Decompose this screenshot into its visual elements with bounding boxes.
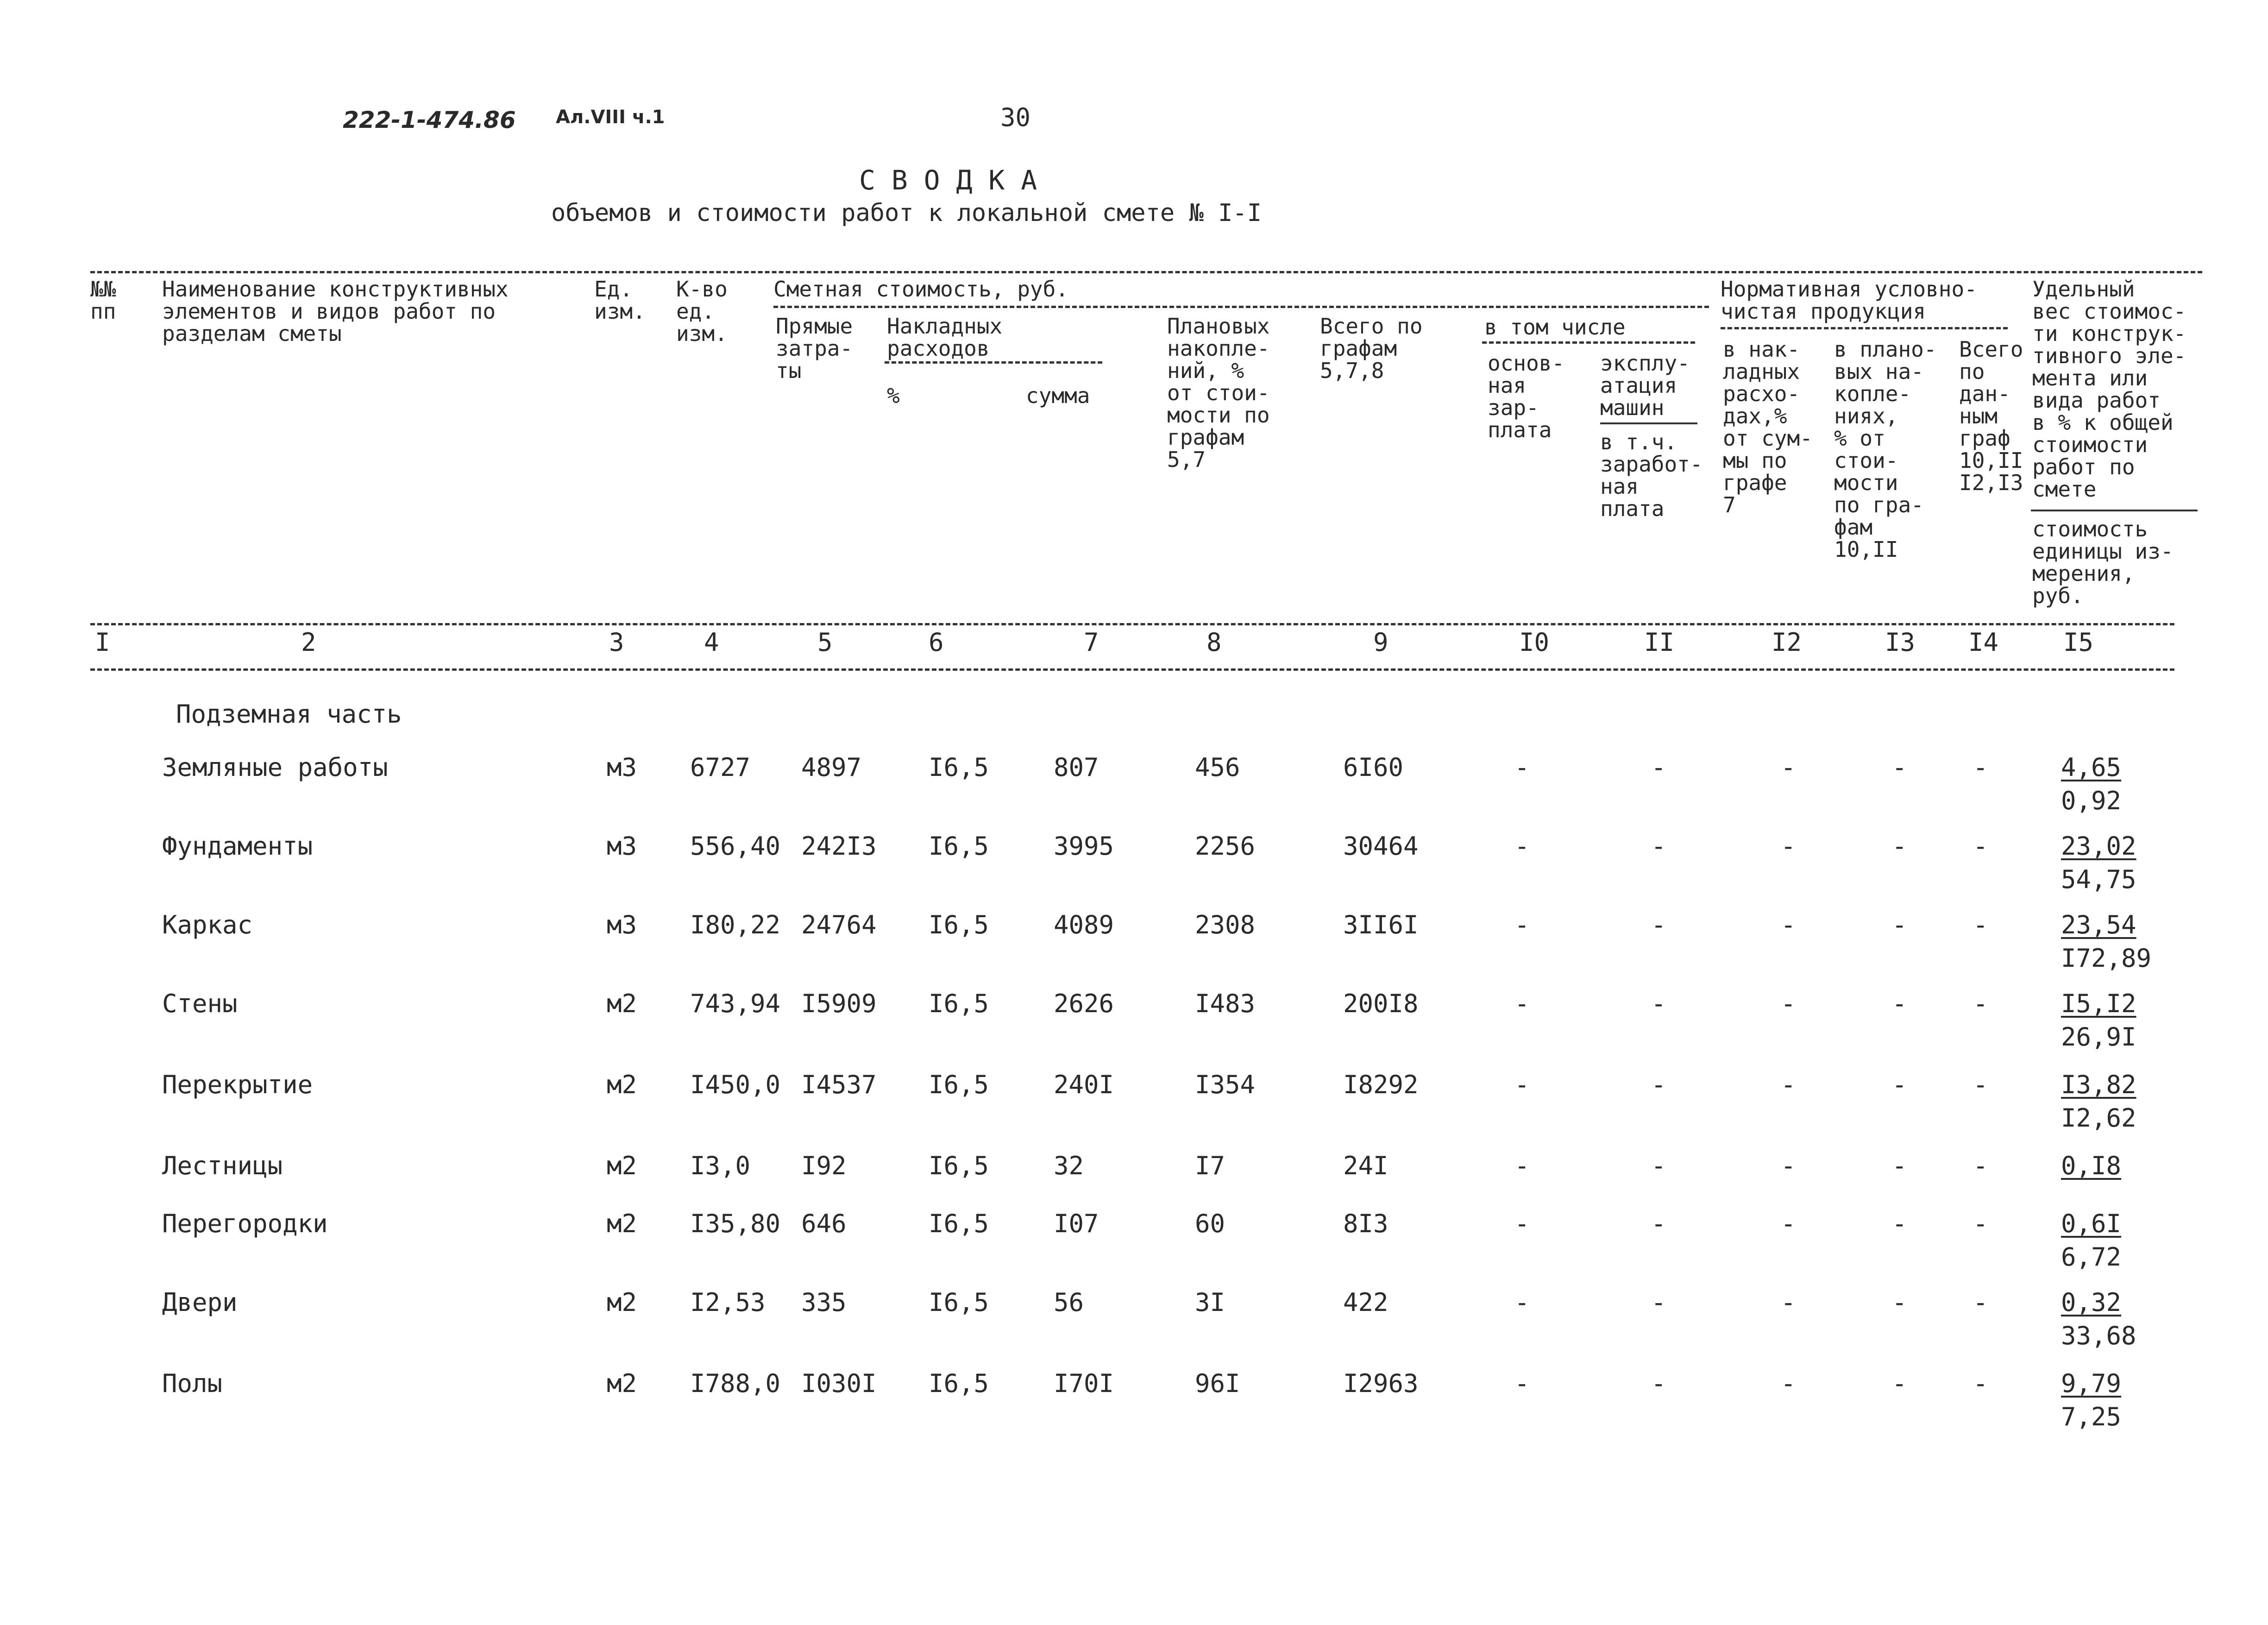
row-quantity: I80,22: [690, 910, 781, 939]
page-title: С В О Д К А: [859, 164, 1037, 196]
row-machine-operation: -: [1651, 753, 1666, 782]
row-share: 0,32: [2061, 1288, 2122, 1317]
row-direct-costs: 242I3: [801, 831, 877, 861]
row-quantity: I35,80: [690, 1209, 781, 1238]
column-number: 2: [301, 628, 316, 657]
row-planned-savings: 2256: [1195, 831, 1256, 861]
row-planned-savings: 60: [1195, 1209, 1225, 1238]
row-overhead-percent: I6,5: [929, 1369, 989, 1398]
row-direct-costs: I030I: [801, 1369, 877, 1398]
header-machine-salary: в т.ч. заработ- ная плата: [1600, 429, 1703, 521]
column-number: 7: [1084, 628, 1099, 657]
section-title: Подземная часть: [176, 699, 402, 729]
header-overhead-group: Накладных расходов: [887, 314, 1003, 361]
row-machine-operation: -: [1651, 1209, 1666, 1238]
row-norm-overhead: -: [1781, 989, 1796, 1018]
row-base-salary: -: [1514, 1288, 1530, 1317]
row-overhead-percent: I6,5: [929, 753, 989, 782]
row-unit-cost: 7,25: [2061, 1402, 2122, 1431]
column-number: II: [1644, 628, 1675, 657]
page-subtitle: объемов и стоимости работ к локальной смете № I-I: [551, 199, 1262, 227]
row-overhead-percent: I6,5: [929, 989, 989, 1018]
row-base-salary: -: [1514, 910, 1530, 939]
row-norm-total: -: [1973, 989, 1988, 1018]
row-norm-total: -: [1973, 753, 1988, 782]
row-share: 23,02: [2061, 831, 2136, 861]
row-overhead-sum: 3995: [1054, 831, 1114, 861]
row-planned-savings: I7: [1195, 1151, 1225, 1180]
row-machine-operation: -: [1651, 989, 1666, 1018]
row-unit: м2: [607, 1151, 637, 1180]
row-total: 422: [1343, 1288, 1388, 1317]
overhead-group-rule: [885, 361, 1102, 364]
header-bottom-rule: [90, 623, 2174, 625]
header-planned-savings: Плановых накопле- ний, % от стои- мости по графам 5,7: [1167, 314, 1270, 472]
row-direct-costs: I5909: [801, 989, 877, 1018]
row-overhead-sum: 807: [1054, 753, 1099, 782]
row-norm-overhead: -: [1781, 1151, 1796, 1180]
column-number: 4: [704, 628, 719, 657]
header-row-number: №№ пп: [90, 277, 116, 324]
row-norm-planned: -: [1892, 1288, 1907, 1317]
row-overhead-percent: I6,5: [929, 1288, 989, 1317]
row-share: 9,79: [2061, 1369, 2122, 1398]
row-norm-total: -: [1973, 1369, 1988, 1398]
column-number: 3: [609, 628, 624, 657]
row-norm-total: -: [1973, 910, 1988, 939]
header-name: Наименование конструктивных элементов и видов работ по разделам сметы: [162, 277, 509, 346]
row-overhead-sum: I07: [1054, 1209, 1099, 1238]
row-machine-operation: -: [1651, 1369, 1666, 1398]
header-unit-cost: стоимость единицы из- мерения, руб.: [2032, 516, 2174, 608]
row-norm-total: -: [1973, 1151, 1988, 1180]
cost-group-rule: [773, 306, 1709, 308]
row-norm-planned: -: [1892, 910, 1907, 939]
row-unit-cost: 54,75: [2061, 865, 2136, 894]
row-unit: м2: [607, 1209, 637, 1238]
row-norm-overhead: -: [1781, 831, 1796, 861]
row-overhead-sum: I70I: [1054, 1369, 1114, 1398]
row-norm-total: -: [1973, 831, 1988, 861]
row-name: Перегородки: [162, 1209, 328, 1238]
row-name: Земляные работы: [162, 753, 388, 782]
column-number: 5: [817, 628, 833, 657]
row-unit-cost: 26,9I: [2061, 1022, 2136, 1052]
header-share: Удельный вес стоимос- ти конструк- тивного эле- мента или вида работ в % к общей стоимости работ по смете: [2032, 277, 2186, 502]
row-overhead-percent: I6,5: [929, 910, 989, 939]
row-total: 24I: [1343, 1151, 1388, 1180]
row-unit: м3: [607, 831, 637, 861]
row-overhead-sum: 4089: [1054, 910, 1114, 939]
row-norm-planned: -: [1892, 753, 1907, 782]
column-number: I0: [1519, 628, 1550, 657]
album-reference: Ал.VIII ч.1: [556, 107, 665, 128]
header-overhead-sum: сумма: [1026, 383, 1090, 408]
row-norm-planned: -: [1892, 1209, 1907, 1238]
column-number: I: [95, 628, 110, 657]
row-name: Каркас: [162, 910, 253, 939]
machines-rule: [1600, 422, 1697, 424]
column-number: I2: [1772, 628, 1802, 657]
header-normative-group: Нормативная условно- чистая продукция: [1721, 277, 1977, 324]
row-share: 0,6I: [2061, 1209, 2122, 1238]
row-quantity: 556,40: [690, 831, 781, 861]
document-code: 222-1-474.86: [343, 107, 516, 133]
column-numbers-rule: [90, 668, 2174, 671]
row-planned-savings: 3I: [1195, 1288, 1225, 1317]
row-direct-costs: I92: [801, 1151, 847, 1180]
row-unit: м3: [607, 753, 637, 782]
row-norm-total: -: [1973, 1209, 1988, 1238]
header-norm-total: Всего по дан- ным граф 10,II I2,I3: [1959, 337, 2023, 495]
header-total: Всего по графам 5,7,8: [1320, 314, 1423, 383]
row-quantity: 6727: [690, 753, 751, 782]
row-norm-overhead: -: [1781, 1070, 1796, 1099]
row-planned-savings: I354: [1195, 1070, 1256, 1099]
row-base-salary: -: [1514, 1209, 1530, 1238]
row-base-salary: -: [1514, 1151, 1530, 1180]
row-unit: м2: [607, 1070, 637, 1099]
row-unit: м3: [607, 910, 637, 939]
header-base-salary: основ- ная зар- плата: [1488, 351, 1565, 442]
row-overhead-sum: 32: [1054, 1151, 1084, 1180]
row-planned-savings: 96I: [1195, 1369, 1240, 1398]
norm-group-rule: [1721, 327, 2008, 329]
row-overhead-sum: 56: [1054, 1288, 1084, 1317]
header-including-group: в том числе: [1484, 315, 1626, 340]
share-rule: [2031, 510, 2198, 511]
header-norm-overhead: в нак- ладных расхо- дах,% от сум- мы по графе 7: [1723, 337, 1813, 517]
row-total: 8I3: [1343, 1209, 1388, 1238]
row-machine-operation: -: [1651, 910, 1666, 939]
header-overhead-percent: %: [887, 383, 900, 408]
incl-group-rule: [1482, 341, 1695, 344]
row-base-salary: -: [1514, 989, 1530, 1018]
row-name: Фундаменты: [162, 831, 313, 861]
row-unit: м2: [607, 1369, 637, 1398]
row-share: 4,65: [2061, 753, 2122, 782]
row-planned-savings: I483: [1195, 989, 1256, 1018]
row-direct-costs: 24764: [801, 910, 877, 939]
row-norm-planned: -: [1892, 989, 1907, 1018]
row-base-salary: -: [1514, 753, 1530, 782]
header-quantity: К-во ед. изм.: [676, 277, 728, 346]
row-name: Стены: [162, 989, 238, 1018]
row-norm-overhead: -: [1781, 1288, 1796, 1317]
row-machine-operation: -: [1651, 1070, 1666, 1099]
row-planned-savings: 2308: [1195, 910, 1256, 939]
row-total: 6I60: [1343, 753, 1404, 782]
row-overhead-sum: 2626: [1054, 989, 1114, 1018]
page-number: 30: [1000, 103, 1031, 132]
row-norm-overhead: -: [1781, 753, 1796, 782]
row-name: Лестницы: [162, 1151, 283, 1180]
row-quantity: I2,53: [690, 1288, 766, 1317]
row-total: 3II6I: [1343, 910, 1419, 939]
row-unit: м2: [607, 1288, 637, 1317]
row-unit-cost: 6,72: [2061, 1242, 2122, 1272]
row-base-salary: -: [1514, 831, 1530, 861]
column-number: 8: [1206, 628, 1222, 657]
row-name: Двери: [162, 1288, 238, 1317]
row-share: I5,I2: [2061, 989, 2136, 1018]
row-overhead-percent: I6,5: [929, 1151, 989, 1180]
row-unit-cost: I72,89: [2061, 944, 2152, 973]
row-share: I3,82: [2061, 1070, 2136, 1099]
header-top-rule: [90, 271, 2202, 273]
row-direct-costs: I4537: [801, 1070, 877, 1099]
header-machine-operation: эксплу- атация машин: [1600, 351, 1690, 420]
row-overhead-percent: I6,5: [929, 1209, 989, 1238]
row-unit-cost: 0,92: [2061, 786, 2122, 815]
header-cost-group: Сметная стоимость, руб.: [773, 277, 1068, 302]
row-norm-overhead: -: [1781, 910, 1796, 939]
row-machine-operation: -: [1651, 1151, 1666, 1180]
column-number: 6: [929, 628, 944, 657]
row-unit-cost: 33,68: [2061, 1321, 2136, 1350]
row-quantity: I788,0: [690, 1369, 781, 1398]
row-norm-total: -: [1973, 1288, 1988, 1317]
row-machine-operation: -: [1651, 1288, 1666, 1317]
row-norm-planned: -: [1892, 1070, 1907, 1099]
row-machine-operation: -: [1651, 831, 1666, 861]
row-overhead-percent: I6,5: [929, 831, 989, 861]
row-quantity: I3,0: [690, 1151, 751, 1180]
row-name: Перекрытие: [162, 1070, 313, 1099]
row-direct-costs: 646: [801, 1209, 847, 1238]
row-total: I2963: [1343, 1369, 1419, 1398]
row-base-salary: -: [1514, 1369, 1530, 1398]
row-norm-planned: -: [1892, 1369, 1907, 1398]
row-norm-overhead: -: [1781, 1209, 1796, 1238]
row-planned-savings: 456: [1195, 753, 1240, 782]
row-quantity: I450,0: [690, 1070, 781, 1099]
row-name: Полы: [162, 1369, 223, 1398]
row-norm-planned: -: [1892, 1151, 1907, 1180]
header-direct-costs: Прямые затра- ты: [776, 314, 853, 383]
row-quantity: 743,94: [690, 989, 781, 1018]
row-unit: м2: [607, 989, 637, 1018]
row-overhead-percent: I6,5: [929, 1070, 989, 1099]
header-unit: Ед. изм.: [594, 277, 646, 324]
row-total: I8292: [1343, 1070, 1419, 1099]
row-norm-overhead: -: [1781, 1369, 1796, 1398]
row-norm-total: -: [1973, 1070, 1988, 1099]
row-share: 23,54: [2061, 910, 2136, 939]
row-unit-cost: I2,62: [2061, 1103, 2136, 1133]
row-direct-costs: 335: [801, 1288, 847, 1317]
row-total: 200I8: [1343, 989, 1419, 1018]
header-norm-planned: в плано- вых на- копле- ниях, % от стои- мости по гра- фам 10,II: [1834, 337, 1937, 562]
column-number: I4: [1968, 628, 1999, 657]
row-total: 30464: [1343, 831, 1419, 861]
row-direct-costs: 4897: [801, 753, 862, 782]
row-overhead-sum: 240I: [1054, 1070, 1114, 1099]
row-share: 0,I8: [2061, 1151, 2122, 1180]
column-number: I3: [1885, 628, 1916, 657]
column-number: 9: [1373, 628, 1388, 657]
row-norm-planned: -: [1892, 831, 1907, 861]
column-number: I5: [2063, 628, 2094, 657]
row-base-salary: -: [1514, 1070, 1530, 1099]
